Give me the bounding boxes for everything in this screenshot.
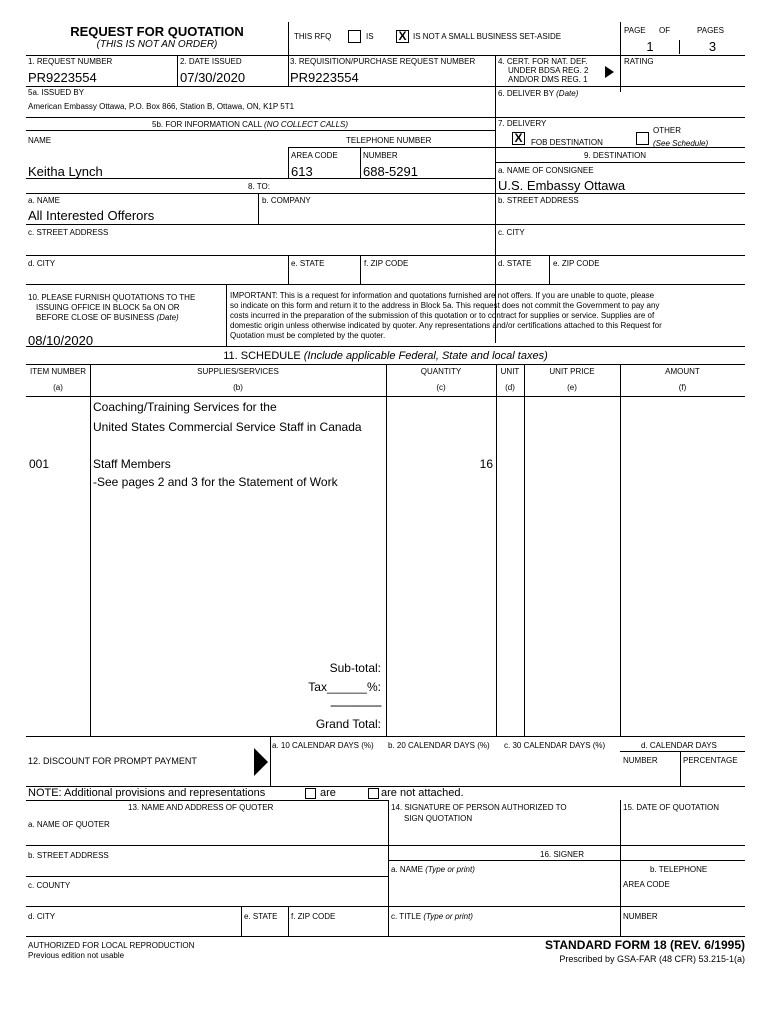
provisions-are-not-label: are not attached. <box>381 787 464 799</box>
furnish-quotes-label: 10. PLEASE FURNISH QUOTATIONS TO THE <box>28 293 196 302</box>
arrow-right-icon <box>605 66 614 78</box>
fob-destination-label: FOB DESTINATION <box>531 138 603 147</box>
to-street-label: c. STREET ADDRESS <box>28 228 109 237</box>
col-amount-code: (f) <box>678 383 687 392</box>
item-description-1: Staff Members <box>93 457 171 471</box>
to-company-label: b. COMPANY <box>262 196 311 205</box>
to-label: 8. TO: <box>248 182 270 191</box>
form-subtitle: (THIS IS NOT AN ORDER) <box>96 39 218 50</box>
destination-city-label: c. CITY <box>498 228 525 237</box>
provisions-are-not-checkbox[interactable] <box>368 788 379 799</box>
col-unit-code: (d) <box>505 383 515 392</box>
signer-label: 16. SIGNER <box>540 850 585 859</box>
requisition-number-field[interactable]: PR9223554 <box>290 70 359 85</box>
discount-number-label: NUMBER <box>623 756 658 765</box>
not-small-business-checkbox[interactable]: X <box>396 30 409 43</box>
provisions-are-label: are <box>320 787 336 799</box>
col-unit-header: UNIT <box>500 367 520 376</box>
subtotal-label: Sub-total: <box>329 661 381 675</box>
to-state-label: e. STATE <box>291 259 325 268</box>
signer-name-label: a. NAME (Type or print) <box>391 865 475 874</box>
phone-number-field[interactable]: 688-5291 <box>363 164 418 179</box>
schedule-description-2: United States Commercial Service Staff in Canada <box>93 420 362 434</box>
consignee-label: a. NAME OF CONSIGNEE <box>498 166 594 175</box>
cert-bdsa-label: UNDER BDSA REG. 2 <box>508 66 589 75</box>
is-checkbox[interactable] <box>348 30 361 43</box>
signer-telephone-label: b. TELEPHONE <box>650 865 708 874</box>
col-quantity-header: QUANTITY <box>420 367 462 376</box>
footer-previous-edition: Previous edition not usable <box>28 951 125 960</box>
page-number: 1 <box>646 39 654 54</box>
quote-due-date-field[interactable]: 08/10/2020 <box>28 333 94 348</box>
destination-state-label: d. STATE <box>498 259 532 268</box>
item-quantity: 16 <box>479 457 493 471</box>
to-city-label: d. CITY <box>28 259 56 268</box>
destination-label: 9. DESTINATION <box>584 151 647 160</box>
issued-by-field[interactable]: American Embassy Ottawa, P.O. Box 866, Station B, Ottawa, ON, K1P 5T1 <box>28 102 295 111</box>
signer-title-label: c. TITLE (Type or print) <box>391 912 473 921</box>
form-title: REQUEST FOR QUOTATION <box>70 24 244 39</box>
discount-calendar-days-label: d. CALENDAR DAYS <box>641 741 717 750</box>
fob-destination-checkbox[interactable]: X <box>512 132 525 145</box>
area-code-field[interactable]: 613 <box>291 164 313 179</box>
consignee-field[interactable]: U.S. Embassy Ottawa <box>498 178 626 193</box>
footer-reproduction: AUTHORIZED FOR LOCAL REPRODUCTION <box>28 941 195 950</box>
this-rfq-label: THIS RFQ <box>294 32 332 41</box>
quoter-street-label: b. STREET ADDRESS <box>28 851 109 860</box>
discount-30-days-label: c. 30 CALENDAR DAYS (%) <box>504 741 606 750</box>
pages-label: PAGES <box>697 26 724 35</box>
issued-by-label: 5a. ISSUED BY <box>28 88 85 97</box>
provisions-note: NOTE: Additional provisions and representations <box>28 787 266 799</box>
item-description-2: -See pages 2 and 3 for the Statement of Work <box>93 475 338 489</box>
contact-name-field[interactable]: Keitha Lynch <box>28 164 103 179</box>
contact-name-label: NAME <box>28 136 52 145</box>
requisition-number-label: 3. REQUISITION/PURCHASE REQUEST NUMBER <box>290 57 476 66</box>
page-count: 3 <box>708 39 717 54</box>
important-line-1: IMPORTANT: This is a request for information and quotations furnished are not offers. If you are unable to quote, please <box>230 291 655 300</box>
see-schedule-note: (See Schedule) <box>653 139 709 148</box>
col-unit-price-header: UNIT PRICE <box>549 367 595 376</box>
tax-label: Tax______%: <box>308 680 381 694</box>
grand-total-label: Grand Total: <box>315 717 381 731</box>
signer-area-code-label: AREA CODE <box>623 880 670 889</box>
provisions-are-checkbox[interactable] <box>305 788 316 799</box>
of-label: OF <box>659 26 671 35</box>
quoter-zip-label: f. ZIP CODE <box>291 912 336 921</box>
discount-20-days-label: b. 20 CALENDAR DAYS (%) <box>388 741 490 750</box>
signature-label-2: SIGN QUOTATION <box>404 814 473 823</box>
not-small-business-label: IS NOT A SMALL BUSINESS SET-ASIDE <box>413 32 562 41</box>
is-label: IS <box>366 32 374 41</box>
delivery-label: 7. DELIVERY <box>498 119 547 128</box>
info-call-label: 5b. FOR INFORMATION CALL (NO COLLECT CALLS) <box>152 120 349 129</box>
item-number: 001 <box>29 457 50 471</box>
telephone-label: TELEPHONE NUMBER <box>346 136 432 145</box>
destination-zip-label: e. ZIP CODE <box>553 259 600 268</box>
to-name-label: a. NAME <box>28 196 61 205</box>
page-label: PAGE <box>624 26 646 35</box>
quotation-date-label: 15. DATE OF QUOTATION <box>623 803 720 812</box>
standard-form-number: STANDARD FORM 18 (REV. 6/1995) <box>544 938 745 952</box>
quoter-name-label: a. NAME OF QUOTER <box>28 820 110 829</box>
col-amount-header: AMOUNT <box>665 367 700 376</box>
schedule-description-1: Coaching/Training Services for the <box>93 400 277 414</box>
col-unit-price-code: (e) <box>567 383 577 392</box>
arrow-right-icon <box>254 748 268 776</box>
important-line-5: Quotation must be completed by the quoter. <box>230 331 386 340</box>
destination-street-label: b. STREET ADDRESS <box>498 196 579 205</box>
deliver-by-label: 6. DELIVER BY (Date) <box>498 89 579 98</box>
date-issued-label: 2. DATE ISSUED <box>180 57 242 66</box>
quoter-state-label: e. STATE <box>244 912 278 921</box>
request-number-field[interactable]: PR9223554 <box>28 70 97 85</box>
close-of-business-label: BEFORE CLOSE OF BUSINESS (Date) <box>36 313 179 322</box>
col-quantity-code: (c) <box>436 383 446 392</box>
col-supplies-header: SUPPLIES/SERVICES <box>197 367 279 376</box>
area-code-label: AREA CODE <box>291 151 338 160</box>
signer-number-label: NUMBER <box>623 912 658 921</box>
discount-10-days-label: a. 10 CALENDAR DAYS (%) <box>272 741 374 750</box>
furnish-quotes-label-2: ISSUING OFFICE IN BLOCK 5a ON OR <box>36 303 180 312</box>
cert-nat-def-label: 4. CERT. FOR NAT. DEF. <box>498 57 588 66</box>
request-number-label: 1. REQUEST NUMBER <box>28 57 113 66</box>
prompt-payment-discount-label: 12. DISCOUNT FOR PROMPT PAYMENT <box>28 756 197 766</box>
date-issued-field[interactable]: 07/30/2020 <box>180 70 246 85</box>
other-delivery-checkbox[interactable] <box>636 132 649 145</box>
rating-label: RATING <box>624 57 654 66</box>
to-zip-label: f. ZIP CODE <box>364 259 409 268</box>
quoter-city-label: d. CITY <box>28 912 56 921</box>
cert-dms-label: AND/OR DMS REG. 1 <box>508 75 588 84</box>
col-supplies-code: (b) <box>233 383 243 392</box>
important-line-2: so indicate on this form and return it to the address in Block 5a. This request does not commit the Government to pay any <box>230 301 660 310</box>
other-delivery-label: OTHER <box>653 126 681 135</box>
quoter-county-label: c. COUNTY <box>28 881 71 890</box>
col-item-number-code: (a) <box>53 383 63 392</box>
quoter-block-label: 13. NAME AND ADDRESS OF QUOTER <box>128 803 274 812</box>
important-line-4: domestic origin unless otherwise indicated by quoter. Any representations and/or certifications attached to this Request for <box>230 321 662 330</box>
col-item-number-header: ITEM NUMBER <box>30 367 86 376</box>
discount-percentage-label: PERCENTAGE <box>683 756 738 765</box>
signature-label: 14. SIGNATURE OF PERSON AUTHORIZED TO <box>391 803 567 812</box>
important-line-3: costs incurred in the preparation of the submission of this quotation or to contract for supplies or service. Supplies are of <box>230 311 655 320</box>
prescribed-by: Prescribed by GSA-FAR (48 CFR) 53.215-1(a) <box>559 954 745 964</box>
schedule-title: 11. SCHEDULE (Include applicable Federal, State and local taxes) <box>223 350 548 362</box>
phone-number-label: NUMBER <box>363 151 398 160</box>
to-name-field[interactable]: All Interested Offerors <box>28 208 155 223</box>
total-separator: ----------------- <box>330 698 381 712</box>
